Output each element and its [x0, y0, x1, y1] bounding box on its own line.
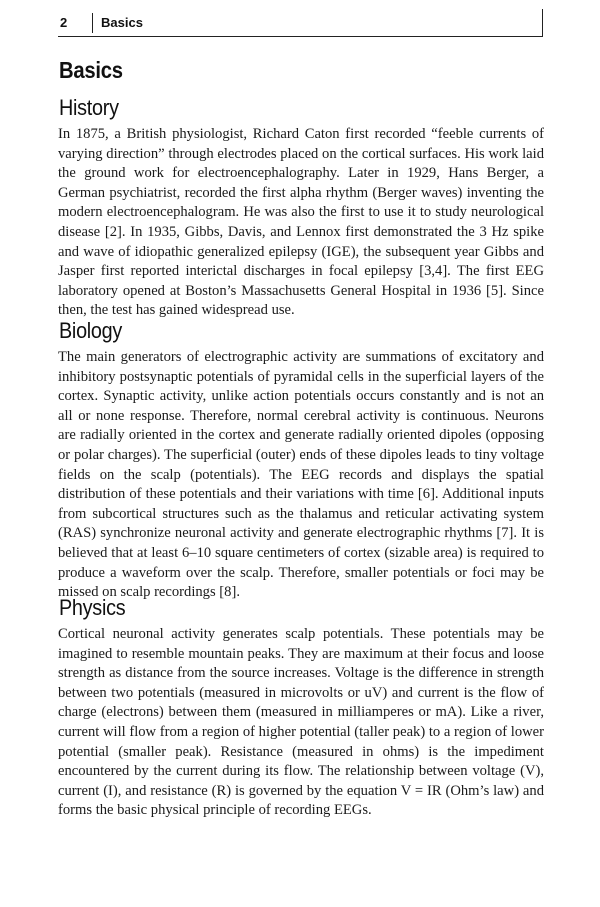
section-body-physics: Cortical neuronal activity generates scalp potentials. These potentials may be imagined to resemble mountain peaks. They are maximum at their focus and loose strength as distance from the source increases. Voltage is the difference in strength between two potentials (measured in microvolts or uV) and current is the flow of charge (electrons) between them (measured in milliamperes or mA). Like a river, current will flow from a region of higher potential (taller peak) to a region of lower potential (smaller peak). Resistance (measured in ohms) is the impediment encountered by the current during its flow. The relationship between voltage (V), current (I), and resistance (R) is governed by the equation V = IR (Ohm’s law) and forms the basic physical principle of recording EEGs.: [58, 626, 544, 819]
running-title: Basics: [101, 15, 143, 30]
section-biology: [58, 318, 544, 603]
section-heading-history: History: [59, 95, 119, 120]
section-heading-physics: Physics: [59, 595, 126, 620]
section-physics: [58, 595, 544, 821]
running-header: [58, 9, 543, 37]
section-body-biology: The main generators of electrographic activity are summations of excitatory and inhibitory postsynaptic potentials of pyramidal cells in the superficial layers of the cortex. Synaptic activity, unlike action potentials occurs constantly and is not an all or none response. Therefore, normal cerebral activity is continuous. Neurons are radially oriented in the cortex and generate radially oriented dipoles (opposing or polar charges). The superficial (outer) ends of these dipoles leads to tiny voltage fields on the scalp (potentials). The EEG records and displays the spatial distribution of these potentials and their variations with time [6]. Additional inputs from subcortical structures such as the thalamus and reticular activating system (RAS) synchronize neuronal activity and generate electrographic rhythms [7]. It is believed that at least 6–10 square centimeters of cortex (sizable area) is required to produce a waveform over the scalp. Therefore, smaller potentials or foci may be missed on scalp recordings [8].: [58, 349, 544, 601]
page-number: 2: [60, 15, 68, 30]
section-history: [58, 95, 544, 321]
section-heading-biology: Biology: [59, 318, 123, 343]
section-body-history: In 1875, a British physiologist, Richard Caton first recorded “feeble currents of varying direction” through electrodes placed on the cortical surfaces. His work laid the ground work for electroencephalography. Later in 1929, Hans Berger, a German psychiatrist, recorded the first alpha rhythm (Berger waves) inventing the modern electroencephalogram. He was also the first to use it to study neurological disease [2]. In 1935, Gibbs, Davis, and Lennox first demonstrated the 3 Hz spike and wave of idiopathic generalized epilepsy (IGE), the subsequent year Gibbs and Jasper first reported interictal discharges in focal epilepsy [3,4]. The first EEG laboratory opened at Boston’s Massachusetts General Hospital in 1936 [5]. Since then, the test has gained widespread use.: [58, 126, 544, 319]
chapter-title: Basics: [59, 57, 123, 83]
header-divider: [92, 13, 93, 33]
